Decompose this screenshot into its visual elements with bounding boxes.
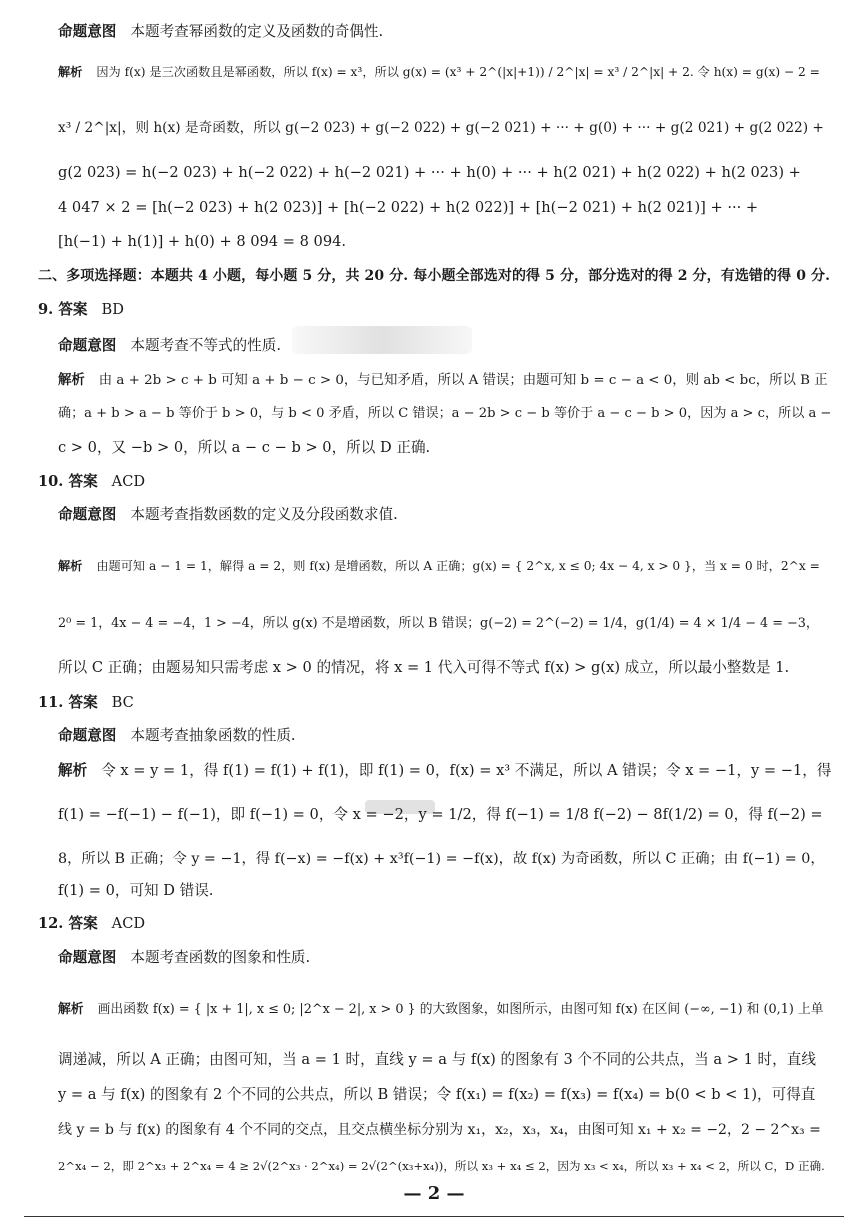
q11-header: [38, 693, 834, 713]
q10-label: 10. 答案: [38, 473, 98, 490]
q10-answer: ACD: [111, 473, 146, 490]
q8-analysis-line-1: [58, 62, 834, 82]
q9-intent: [58, 336, 834, 356]
q10-header: [38, 472, 834, 492]
q11-analysis-line-3: 8，所以 B 正确；令 y = −1，得 f(−x) = −f(x) + x³f(−1) = −f(x)，故 f(x) 为奇函数，所以 C 正确；由 f(−1) = 0，: [58, 851, 825, 867]
analysis-text: 画出函数 f(x) = { |x + 1|, x ≤ 0; |2^x − 2|, x > 0 } 的大致图象，如图所示，由图可知 f(x) 在区间 (−∞, −1) 和 (0,1) 上单: [97, 1002, 824, 1017]
q11-intent: [58, 726, 834, 746]
q12-label: 12. 答案: [38, 915, 98, 932]
analysis-text: 由题可知 a − 1 = 1，解得 a = 2，则 f(x) 是增函数，所以 A 正确；g(x) = { 2^x, x ≤ 0; 4x − 4, x > 0 }，当 x = 0 时，2^x =: [96, 559, 820, 573]
q9-header: [38, 300, 834, 320]
q10-analysis-line-2: 2⁰ = 1，4x − 4 = −4，1 > −4，所以 g(x) 不是增函数，所以 B 错误；g(−2) = 2^(−2) = 1/4，g(1/4) = 4 × 1/4 − 4 = −3，: [58, 616, 819, 631]
q12-analysis-line-4: 线 y = b 与 f(x) 的图象有 4 个不同的交点，且交点横坐标分别为 x₁，x₂，x₃，x₄，由图可知 x₁ + x₂ = −2，2 − 2^x₃ =: [58, 1122, 821, 1138]
q12-analysis-line-1: [58, 1000, 834, 1020]
q10-analysis-line-3: 所以 C 正确；由题易知只需考虑 x > 0 的情况，将 x = 1 代入可得不等式 f(x) > g(x) 成立，所以最小整数是 1.: [58, 659, 790, 676]
q12-header: [38, 914, 834, 934]
q8-analysis-line-2: x³ / 2^|x|，则 h(x) 是奇函数，所以 g(−2 023) + g(−2 022) + g(−2 021) + ··· + g(0) + ··· + g(2 021) + g(2 022) +: [58, 120, 824, 136]
footer-rule: [24, 1216, 844, 1217]
q9-answer: BD: [101, 301, 124, 318]
intent-text: 本题考查指数函数的定义及分段函数求值.: [130, 506, 398, 523]
q8-analysis-line-5: [h(−1) + h(1)] + h(0) + 8 094 = 8 094.: [58, 233, 347, 250]
q8-analysis-line-3: g(2 023) = h(−2 023) + h(−2 022) + h(−2 021) + ··· + h(0) + ··· + h(2 021) + h(2 022) + h(2 023) +: [58, 164, 801, 181]
analysis-label: 解析: [58, 762, 88, 779]
q11-label: 11. 答案: [38, 694, 98, 711]
intent-label: 命题意图: [58, 727, 117, 744]
q11-answer: BC: [111, 694, 134, 711]
analysis-text: 由 a + 2b > c + b 可知 a + b − c > 0，与已知矛盾，所以 A 错误；由题可知 b = c − a < 0，则 ab < bc，所以 B 正: [98, 373, 828, 388]
q11-analysis-line-2: f(1) = −f(−1) − f(−1)，即 f(−1) = 0，令 x = −2，y = 1/2，得 f(−1) = 1/8 f(−2) − 8f(1/2) = 0，得 f(−2) =: [58, 806, 823, 823]
intent-text: 本题考查不等式的性质.: [130, 337, 281, 354]
q11-analysis-line-4: f(1) = 0，可知 D 错误.: [58, 882, 214, 899]
intent-text: 本题考查抽象函数的性质.: [130, 727, 296, 744]
q9-label: 9. 答案: [38, 301, 88, 318]
analysis-label: 解析: [58, 559, 83, 573]
q11-analysis-line-1: [58, 761, 834, 781]
q9-analysis-line-2: 确；a + b > a − b 等价于 b > 0，与 b < 0 矛盾，所以 C 错误；a − 2b > c − b 等价于 a − c − b > 0，因为 a > c，所以 a −: [58, 406, 832, 421]
intent-text: 本题考查函数的图象和性质.: [130, 949, 311, 966]
q12-answer: ACD: [111, 915, 146, 932]
intent-label: 命题意图: [58, 949, 117, 966]
page-number: — 2 —: [403, 1183, 465, 1204]
analysis-label: 解析: [58, 1002, 84, 1017]
analysis-text: 令 x = y = 1，得 f(1) = f(1) + f(1)，即 f(1) = 0，f(x) = x³ 不满足，所以 A 错误；令 x = −1，y = −1，得: [101, 762, 832, 779]
intent-label: 命题意图: [58, 23, 117, 40]
analysis-label: 解析: [58, 372, 85, 388]
analysis-label: 解析: [58, 65, 83, 79]
q12-analysis-line-2: 调递减，所以 A 正确；由图可知，当 a = 1 时，直线 y = a 与 f(x) 的图象有 3 个不同的公共点，当 a > 1 时，直线: [58, 1051, 816, 1068]
q10-intent: [58, 505, 834, 525]
intent-label: 命题意图: [58, 506, 117, 523]
q8-analysis-line-4: 4 047 × 2 = [h(−2 023) + h(2 023)] + [h(−2 022) + h(2 022)] + [h(−2 021) + h(2 021)] + ··· +: [58, 199, 759, 216]
intent-text: 本题考查幂函数的定义及函数的奇偶性.: [130, 23, 384, 40]
q8-intent: [58, 22, 834, 42]
q12-analysis-line-5: 2^x₄ − 2，即 2^x₃ + 2^x₄ = 4 ≥ 2√(2^x₃ · 2^x₄) = 2√(2^(x₃+x₄))，所以 x₃ + x₄ ≤ 2，因为 x₃ < x₄，所以 x₃ + x₄ < 2，所以 C，D 正确.: [58, 1159, 825, 1173]
q10-analysis-line-1: [58, 556, 834, 576]
analysis-text: 因为 f(x) 是三次函数且是幂函数，所以 f(x) = x³，所以 g(x) = (x³ + 2^(|x|+1)) / 2^|x| = x³ / 2^|x| + 2. 令 h(x) = g(x) − 2 =: [96, 65, 820, 79]
q9-analysis-line-3: c > 0，又 −b > 0，所以 a − c − b > 0，所以 D 正确.: [58, 439, 431, 456]
q12-analysis-line-3: y = a 与 f(x) 的图象有 2 个不同的公共点，所以 B 错误；令 f(x₁) = f(x₂) = f(x₃) = f(x₄) = b(0 < b < 1)，可得直: [58, 1086, 816, 1103]
q12-intent: [58, 948, 834, 968]
intent-label: 命题意图: [58, 337, 117, 354]
q9-analysis-line-1: [58, 370, 834, 391]
section-title: 二、多项选择题：本题共 4 小题，每小题 5 分，共 20 分. 每小题全部选对的得 5 分，部分选对的得 2 分，有选错的得 0 分.: [38, 268, 831, 284]
